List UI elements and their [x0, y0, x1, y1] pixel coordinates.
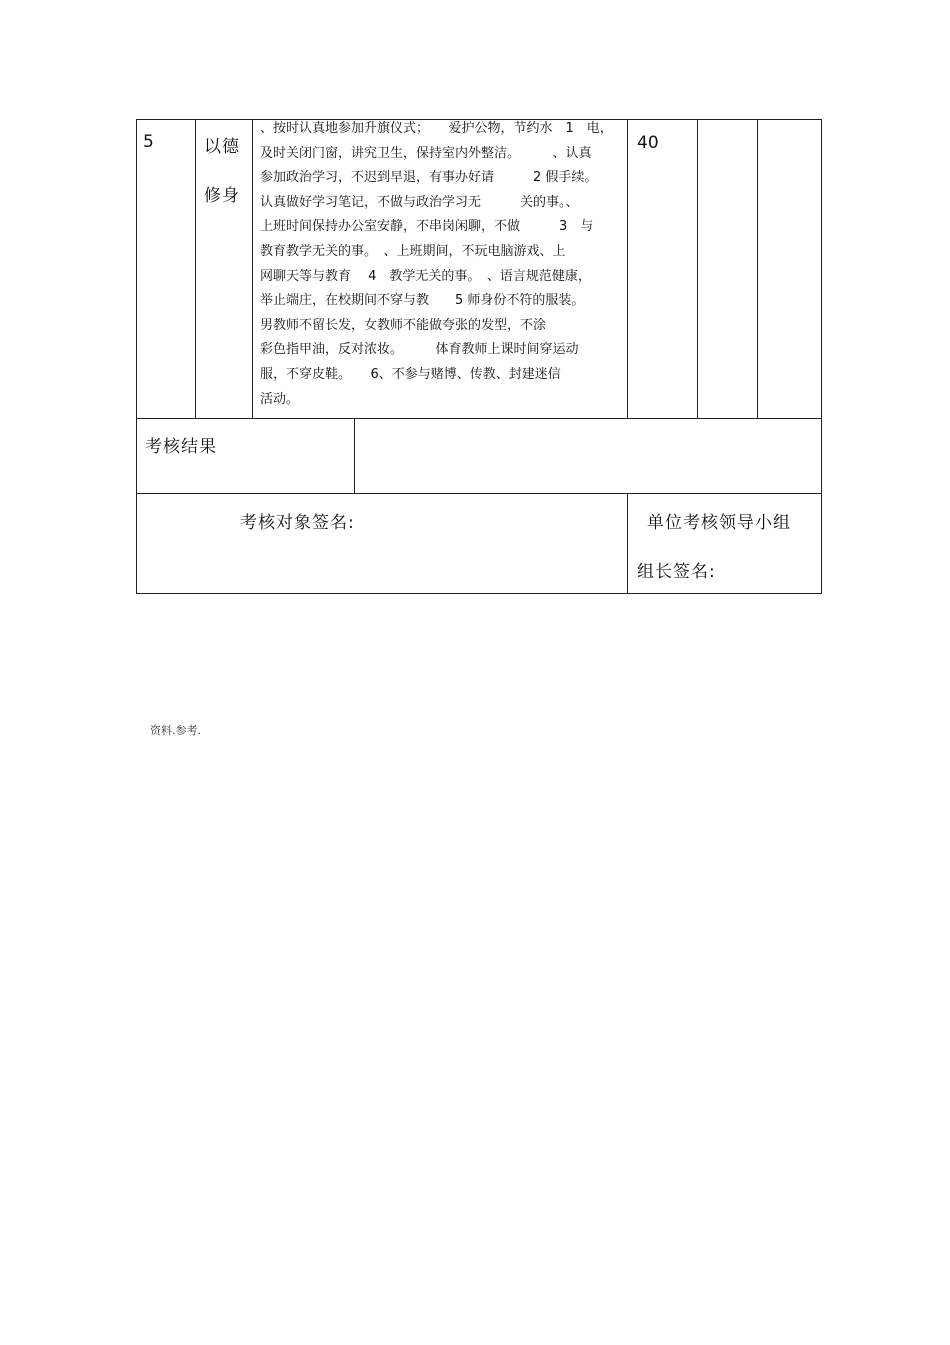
footer-note: 资料.参考.: [150, 724, 201, 737]
description-line: 教育教学无关的事。 、上班期间，不玩电脑游戏、上: [260, 243, 566, 259]
description-line: 、按时认真地参加升旗仪式； 爱护公物，节约水 1 电，: [260, 121, 613, 136]
signature-divider: [627, 493, 628, 594]
col-divider-2: [252, 119, 253, 418]
leader-signature-label: 组长签名:: [637, 562, 716, 582]
result-divider: [354, 418, 355, 493]
description-line: 彩色指甲油，反对浓妆。 体育教师上课时间穿运动: [260, 342, 579, 358]
row-number: 5: [143, 132, 154, 152]
row-description: [260, 117, 613, 412]
col-divider-5: [757, 119, 758, 418]
description-line: 网聊天等与教育 4 教学无关的事。 、语言规范健康，: [260, 268, 591, 284]
row-category-line2: 修身: [204, 186, 240, 206]
description-line: 服，不穿皮鞋。 6、不参与赌博、传教、封建迷信: [260, 366, 561, 382]
description-line: 上班时间保持办公室安静，不串岗闲聊，不做 3 与: [260, 219, 594, 235]
row-divider-2: [136, 493, 822, 494]
description-line: 参加政治学习，不迟到早退，有事办好请 2 假手续。: [260, 170, 598, 186]
description-line: 及时关闭门窗，讲究卫生，保持室内外整洁。 、认真: [260, 145, 592, 161]
row-score: 40: [637, 133, 659, 153]
description-line: 活动。: [260, 391, 300, 407]
row-category-line1: 以德: [204, 137, 240, 157]
leader-group-label: 单位考核领导小组: [647, 513, 791, 533]
subject-signature-label: 考核对象签名:: [240, 513, 355, 533]
result-label: 考核结果: [145, 437, 217, 457]
row-divider-1: [136, 418, 822, 419]
col-divider-1: [195, 119, 196, 418]
description-line: 举止端庄，在校期间不穿与教 5 师身份不符的服装。: [260, 293, 585, 309]
col-divider-4: [697, 119, 698, 418]
col-divider-3: [627, 119, 628, 418]
description-line: 男教师不留长发，女教师不能做夸张的发型，不涂: [260, 317, 547, 333]
description-line: 认真做好学习笔记，不做与政治学习无 关的事。、: [260, 194, 579, 210]
